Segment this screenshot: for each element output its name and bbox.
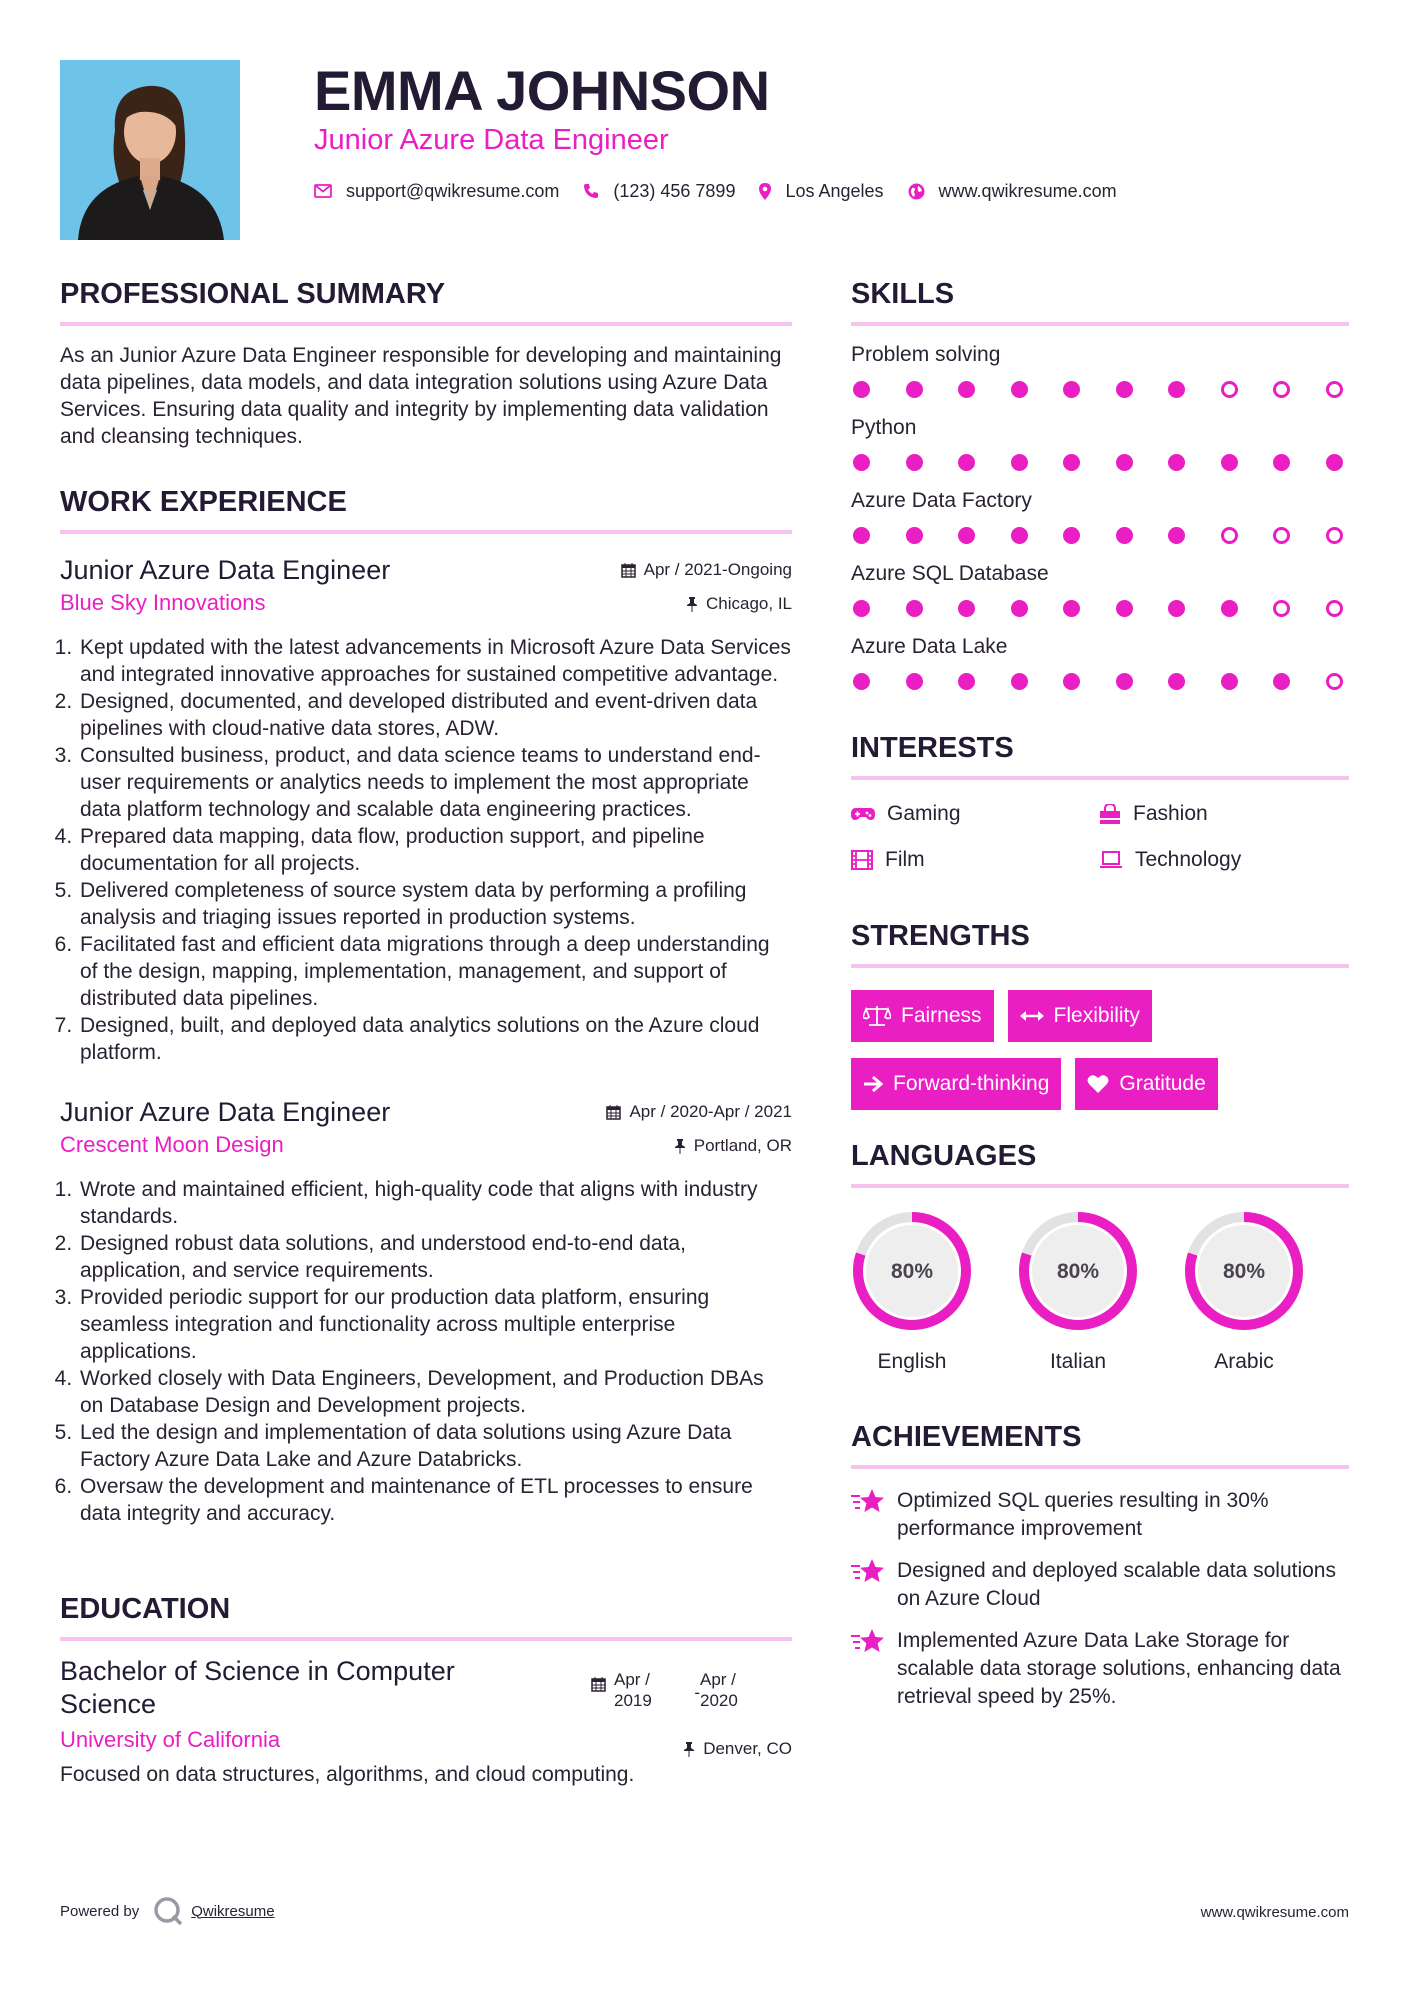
strength-label: Gratitude	[1119, 1072, 1206, 1095]
language-percent-label: 80%	[890, 1260, 934, 1283]
responsibility-item: 2. Designed robust data solutions, and understood end-to-end data, application, and service requirements.	[78, 1230, 792, 1284]
rating-dot-filled	[906, 454, 923, 471]
footer-powered-by	[60, 1896, 275, 1926]
contact-phone[interactable]	[583, 181, 735, 202]
job-location	[686, 592, 792, 616]
strength-tag	[851, 990, 994, 1042]
responsibility-item: 5. Delivered completeness of source system data by performing a profiling analysis and triaging issues reported in production systems.	[78, 877, 792, 931]
candidate-name: EMMA JOHNSON	[314, 59, 770, 122]
rating-dot-filled	[1221, 600, 1238, 617]
skill-item	[851, 632, 1349, 692]
job-responsibilities	[60, 634, 792, 1066]
summary-section	[60, 272, 792, 450]
rating-dot-filled	[1116, 527, 1133, 544]
skill-item	[851, 559, 1349, 619]
responsibility-item: 7. Designed, built, and deployed data analytics solutions on the Azure cloud platform.	[78, 1012, 792, 1066]
job-location-text: Chicago, IL	[706, 594, 792, 613]
rating-dot-empty	[1221, 527, 1238, 544]
rating-dot-empty	[1326, 527, 1343, 544]
left-column	[60, 272, 792, 1788]
job-responsibilities	[60, 1176, 792, 1527]
rating-dot-filled	[1116, 381, 1133, 398]
interest-label: Fashion	[1133, 802, 1208, 825]
skill-rating	[853, 597, 1343, 619]
star-icon	[851, 1557, 885, 1585]
interests-heading: INTERESTS	[851, 732, 1014, 764]
rating-dot-filled	[958, 454, 975, 471]
skill-item	[851, 486, 1349, 546]
rating-dot-filled	[1273, 673, 1290, 690]
achievement-item	[851, 1557, 1349, 1613]
responsibility-item: 3. Provided periodic support for our production data platform, ensuring seamless integration and functionality across multiple enterprise applications.	[78, 1284, 792, 1365]
education-description: Focused on data structures, algorithms, and cloud computing.	[60, 1763, 635, 1786]
rating-dot-empty	[1273, 527, 1290, 544]
language-name: Italian	[1049, 1350, 1107, 1373]
rating-dot-empty	[1221, 381, 1238, 398]
rating-dot-filled	[958, 381, 975, 398]
skill-rating	[853, 451, 1343, 473]
responsibility-item: 4. Worked closely with Data Engineers, Development, and Production DBAs on Database Design and Development projects.	[78, 1365, 792, 1419]
rating-dot-filled	[853, 600, 870, 617]
rating-dot-filled	[1063, 381, 1080, 398]
responsibility-item: 5. Led the design and implementation of data solutions using Azure Data Factory Azure Data Lake and Azure Databricks.	[78, 1419, 792, 1473]
responsibility-item: 4. Prepared data mapping, data flow, production support, and pipeline documentation for all projects.	[78, 823, 792, 877]
section-divider	[851, 1184, 1349, 1188]
laptop-icon	[1099, 851, 1123, 869]
strengths-heading: STRENGTHS	[851, 920, 1030, 952]
arrow-right-icon	[863, 1075, 883, 1093]
rating-dot-filled	[1011, 527, 1028, 544]
language-name: English	[877, 1350, 947, 1373]
degree-title: Bachelor of Science in Computer Science	[60, 1656, 455, 1719]
shopping-bag-icon	[1099, 804, 1121, 824]
education-start	[591, 1669, 662, 1711]
skills-heading: SKILLS	[851, 278, 955, 310]
rating-dot-filled	[958, 527, 975, 544]
education-location-text: Denver, CO	[703, 1739, 792, 1758]
rating-dot-filled	[906, 600, 923, 617]
calendar-icon	[606, 1105, 621, 1120]
contact-location	[759, 181, 883, 202]
rating-dot-filled	[906, 381, 923, 398]
job-location-text: Portland, OR	[693, 1136, 792, 1155]
language-item	[851, 1210, 973, 1377]
strength-tag	[851, 1058, 1061, 1110]
skill-name: Azure Data Factory	[851, 489, 1032, 512]
interest-item	[851, 798, 1099, 830]
pushpin-icon	[683, 1742, 695, 1757]
strength-label: Flexibility	[1053, 1004, 1140, 1027]
rating-dot-filled	[1116, 600, 1133, 617]
job-company: Crescent Moon Design	[60, 1132, 284, 1157]
section-divider	[851, 964, 1349, 968]
rating-dot-filled	[1168, 454, 1185, 471]
summary-heading: PROFESSIONAL SUMMARY	[60, 278, 446, 310]
responsibility-item: 6. Oversaw the development and maintenance of ETL processes to ensure data integrity and accuracy.	[78, 1473, 792, 1527]
interest-item	[1099, 844, 1349, 876]
job-location	[674, 1134, 792, 1158]
rating-dot-filled	[853, 454, 870, 471]
rating-dot-filled	[1063, 600, 1080, 617]
responsibility-item: 1. Kept updated with the latest advancements in Microsoft Azure Data Services and integrated innovative approaches for sustained competitive advantage.	[78, 634, 792, 688]
experience-section	[60, 480, 792, 1527]
strength-label: Fairness	[901, 1004, 982, 1027]
contact-email[interactable]	[314, 181, 559, 202]
strengths-section	[851, 914, 1349, 1110]
qwikresume-link[interactable]: Qwikresume	[191, 1902, 275, 1920]
skill-rating	[853, 670, 1343, 692]
rating-dot-filled	[906, 673, 923, 690]
interest-label: Film	[885, 848, 925, 871]
profile-photo	[60, 60, 240, 240]
skill-name: Azure Data Lake	[851, 635, 1008, 658]
section-divider	[851, 322, 1349, 326]
rating-dot-filled	[958, 600, 975, 617]
heart-icon	[1087, 1074, 1109, 1094]
skill-name: Problem solving	[851, 343, 1001, 366]
calendar-icon	[621, 563, 636, 578]
rating-dot-empty	[1326, 381, 1343, 398]
interests-grid	[851, 798, 1349, 876]
rating-dot-filled	[1168, 600, 1185, 617]
responsibility-item: 2. Designed, documented, and developed distributed and event-driven data pipelines with cloud-native data stores, ADW.	[78, 688, 792, 742]
job-entry	[60, 1094, 792, 1527]
language-item	[1183, 1210, 1305, 1377]
language-progress-ring	[851, 1210, 973, 1332]
location-text: Los Angeles	[785, 180, 884, 201]
contact-bar	[314, 176, 1141, 206]
languages-list	[851, 1210, 1349, 1377]
job-dates	[621, 558, 792, 582]
rating-dot-filled	[1011, 454, 1028, 471]
strength-tag	[1075, 1058, 1217, 1110]
interest-item	[1099, 798, 1349, 830]
achievement-text: Designed and deployed scalable data solutions on Azure Cloud	[897, 1559, 1336, 1610]
education-date-dash: -	[694, 1683, 700, 1702]
pushpin-icon	[686, 597, 698, 612]
rating-dot-filled	[1116, 454, 1133, 471]
contact-website[interactable]	[908, 181, 1117, 202]
qwikresume-logo-icon	[153, 1896, 183, 1926]
section-divider	[60, 1637, 792, 1641]
rating-dot-empty	[1326, 600, 1343, 617]
strength-tag	[1008, 990, 1152, 1042]
section-divider	[851, 1465, 1349, 1469]
calendar-icon	[591, 1677, 606, 1692]
phone-text: (123) 456 7899	[613, 180, 736, 201]
education-entry	[60, 1655, 792, 1788]
education-start-text: Apr / 2019	[614, 1670, 652, 1710]
rating-dot-filled	[1168, 527, 1185, 544]
achievement-text: Implemented Azure Data Lake Storage for scalable data storage solutions, enhancing data retrieval speed by 25%.	[897, 1629, 1341, 1708]
languages-heading: LANGUAGES	[851, 1140, 1037, 1172]
achievements-section	[851, 1415, 1349, 1711]
job-dates-text: Apr / 2020-Apr / 2021	[629, 1102, 792, 1121]
achievement-text: Optimized SQL queries resulting in 30% performance improvement	[897, 1489, 1269, 1540]
strength-tags	[851, 990, 1349, 1110]
language-progress-ring	[1183, 1210, 1305, 1332]
rating-dot-filled	[853, 527, 870, 544]
film-icon	[851, 850, 873, 870]
skill-rating	[853, 524, 1343, 546]
rating-dot-filled	[1011, 673, 1028, 690]
skill-item	[851, 340, 1349, 400]
interest-item	[851, 844, 1099, 876]
languages-section	[851, 1134, 1349, 1377]
education-location	[683, 1737, 792, 1761]
rating-dot-filled	[958, 673, 975, 690]
summary-text: As an Junior Azure Data Engineer responsible for developing and maintaining data pipelines, data models, and data integration solutions using Azure Data Services. Ensuring data quality and integrity by implementing data validation and cleansing techniques.	[60, 344, 782, 448]
pushpin-icon	[674, 1139, 686, 1154]
star-icon	[851, 1487, 885, 1515]
powered-by-text: Powered by	[60, 1902, 140, 1920]
rating-dot-filled	[1063, 527, 1080, 544]
star-icon	[851, 1627, 885, 1655]
skill-item	[851, 413, 1349, 473]
rating-dot-empty	[1273, 381, 1290, 398]
language-percent-label: 80%	[1222, 1260, 1266, 1283]
phone-icon	[583, 183, 599, 199]
education-heading: EDUCATION	[60, 1593, 231, 1625]
skill-rating	[853, 378, 1343, 400]
rating-dot-filled	[1063, 454, 1080, 471]
candidate-title: Junior Azure Data Engineer	[314, 124, 669, 156]
gamepad-icon	[851, 806, 875, 822]
experience-heading: WORK EXPERIENCE	[60, 486, 347, 518]
rating-dot-empty	[1273, 600, 1290, 617]
achievements-heading: ACHIEVEMENTS	[851, 1421, 1082, 1453]
website-text: www.qwikresume.com	[938, 180, 1117, 201]
globe-icon	[908, 183, 925, 200]
job-header	[60, 1094, 792, 1164]
achievement-item	[851, 1487, 1349, 1543]
education-end: Apr / 2020	[700, 1670, 738, 1710]
education-section	[60, 1587, 792, 1788]
school-name: University of California	[60, 1727, 281, 1752]
skill-name: Python	[851, 416, 917, 439]
footer-website[interactable]: www.qwikresume.com	[1200, 1904, 1349, 1921]
rating-dot-filled	[1168, 673, 1185, 690]
envelope-icon	[314, 184, 332, 198]
language-item	[1017, 1210, 1139, 1377]
interest-label: Gaming	[887, 802, 961, 825]
section-divider	[851, 776, 1349, 780]
job-title: Junior Azure Data Engineer	[60, 555, 391, 585]
job-dates	[606, 1100, 792, 1124]
rating-dot-filled	[1168, 381, 1185, 398]
interest-label: Technology	[1135, 848, 1242, 871]
balance-scale-icon	[863, 1005, 891, 1027]
map-pin-icon	[759, 183, 771, 200]
job-company: Blue Sky Innovations	[60, 590, 266, 615]
section-divider	[60, 322, 792, 326]
rating-dot-filled	[906, 527, 923, 544]
skill-name: Azure SQL Database	[851, 562, 1049, 585]
rating-dot-filled	[853, 673, 870, 690]
responsibility-item: 6. Facilitated fast and efficient data migrations through a deep understanding of the design, mapping, implementation, management, and support of distributed data pipelines.	[78, 931, 792, 1012]
responsibility-item: 3. Consulted business, product, and data science teams to understand end-user requirements or analytics needs to implement the most appropriate data platform technology and scalable data engineering practices.	[78, 742, 792, 823]
job-dates-text: Apr / 2021-Ongoing	[643, 560, 792, 579]
email-text: support@qwikresume.com	[346, 180, 560, 201]
rating-dot-filled	[1221, 454, 1238, 471]
right-column	[851, 272, 1349, 1725]
language-percent-label: 80%	[1056, 1260, 1100, 1283]
strength-label: Forward-thinking	[893, 1072, 1050, 1095]
rating-dot-filled	[1116, 673, 1133, 690]
section-divider	[60, 530, 792, 534]
rating-dot-filled	[853, 381, 870, 398]
skills-list	[851, 340, 1349, 692]
skills-section	[851, 272, 1349, 692]
job-title: Junior Azure Data Engineer	[60, 1097, 391, 1127]
job-entry	[60, 552, 792, 1066]
language-progress-ring	[1017, 1210, 1139, 1332]
rating-dot-empty	[1326, 673, 1343, 690]
job-header	[60, 552, 792, 622]
arrows-horizontal-icon	[1020, 1009, 1044, 1023]
achievements-list	[851, 1487, 1349, 1711]
rating-dot-filled	[1273, 454, 1290, 471]
responsibility-item: 1. Wrote and maintained efficient, high-quality code that aligns with industry standards.	[78, 1176, 792, 1230]
rating-dot-filled	[1011, 600, 1028, 617]
achievement-item	[851, 1627, 1349, 1711]
rating-dot-filled	[1326, 454, 1343, 471]
rating-dot-filled	[1063, 673, 1080, 690]
language-name: Arabic	[1214, 1350, 1274, 1373]
rating-dot-filled	[1221, 673, 1238, 690]
rating-dot-filled	[1011, 381, 1028, 398]
interests-section	[851, 726, 1349, 876]
